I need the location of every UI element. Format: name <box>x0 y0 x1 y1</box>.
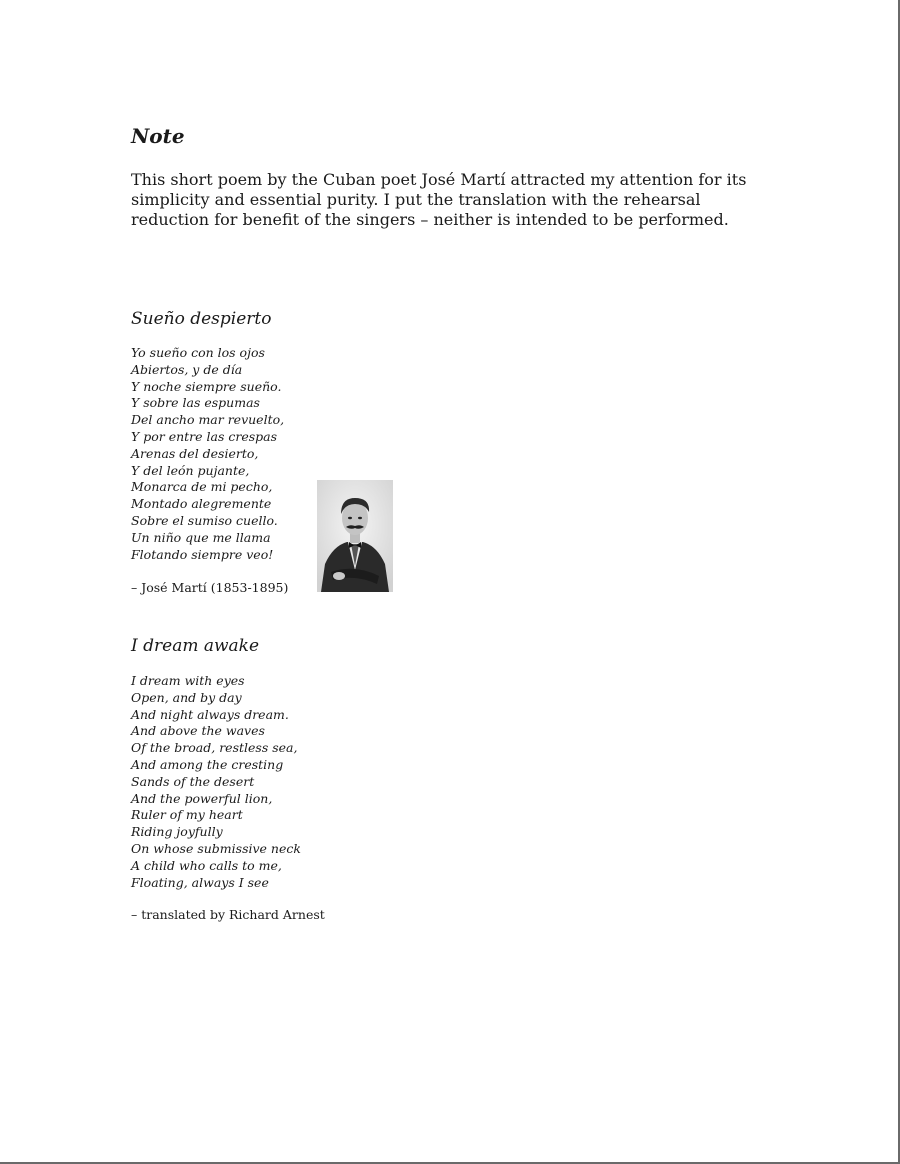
poem-line: Arenas del desierto, <box>131 445 259 461</box>
original-poem-title: Sueño despierto <box>131 309 272 329</box>
poem-line: A child who calls to me, <box>131 857 282 873</box>
poem-line: I dream with eyes <box>131 673 245 688</box>
poem-line: Riding joyfully <box>131 824 223 840</box>
translation-attribution: – translated by Richard Arnest <box>131 907 325 922</box>
poem-line: Un niño que me llama <box>131 529 271 545</box>
poem-line: Flotando siempre veo! <box>131 546 274 562</box>
original-attribution: – José Martí (1853-1895) <box>131 580 289 595</box>
poem-line: Y noche siempre sueño. <box>131 378 282 394</box>
poem-line: Sobre el sumiso cuello. <box>131 512 278 528</box>
poem-line: On whose submissive neck <box>131 840 301 856</box>
jose-marti-portrait <box>317 480 393 592</box>
poem-line: Y del león pujante, <box>131 462 250 478</box>
note-paragraph: This short poem by the Cuban poet José Martí attracted my attention for its simplicity and essential purity. I put the translation with the rehearsal reduction for benefit of the singers – neither is intended to be performed. <box>131 170 747 229</box>
poem-line: Y sobre las espumas <box>131 395 260 411</box>
translation-poem-title: I dream awake <box>131 636 260 656</box>
poem-line: Yo sueño con los ojos <box>131 345 265 360</box>
poem-line: Floating, always I see <box>131 874 269 890</box>
poem-line: And night always dream. <box>131 706 289 722</box>
poem-line: Monarca de mi pecho, <box>131 479 273 495</box>
poem-line: Montado alegremente <box>131 496 272 512</box>
poem-line: Y por entre las crespas <box>131 428 278 444</box>
poem-line: Ruler of my heart <box>131 807 243 823</box>
poem-line: Of the broad, restless sea, <box>131 740 298 756</box>
poem-line: Abiertos, y de día <box>131 361 243 377</box>
poem-line: Sands of the desert <box>131 773 255 789</box>
original-poem-stanza <box>131 345 284 563</box>
poem-line: And the powerful lion, <box>131 790 273 806</box>
poem-line: And above the waves <box>131 723 265 739</box>
poem-line: And among the cresting <box>131 756 284 772</box>
note-heading: Note <box>131 124 185 148</box>
poem-line: Del ancho mar revuelto, <box>131 412 285 428</box>
translation-poem-stanza <box>131 673 301 891</box>
poem-line: Open, and by day <box>131 689 242 705</box>
